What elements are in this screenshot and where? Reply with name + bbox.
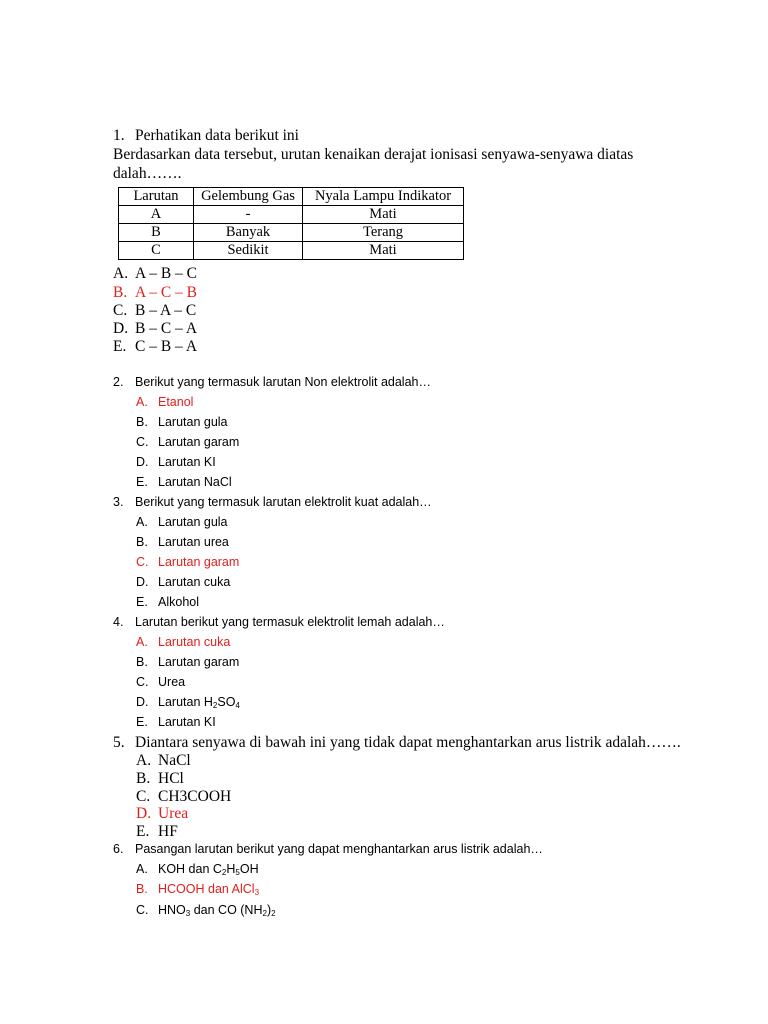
table-header: Gelembung Gas: [194, 188, 303, 206]
question-3: 3. Berikut yang termasuk larutan elektrolit kuat adalah…: [113, 495, 432, 509]
option-b[interactable]: B. HCl: [136, 770, 184, 787]
question-1-text-cont: dalah…….: [113, 165, 182, 182]
question-1-text: Berdasarkan data tersebut, urutan kenaikan derajat ionisasi senyawa-senyawa diatas: [113, 146, 634, 163]
table-header: Larutan: [119, 188, 194, 206]
option-e[interactable]: E. HF: [136, 823, 178, 840]
option-e[interactable]: E. C – B – A: [113, 338, 198, 355]
option-a[interactable]: A. KOH dan $C_2H_5OH$: [136, 862, 259, 877]
table-row: [119, 242, 464, 260]
table-cell: Banyak: [194, 224, 303, 242]
table-header: Nyala Lampu Indikator: [303, 188, 464, 206]
option-a[interactable]: A. NaCl: [136, 752, 191, 769]
option-b-answer[interactable]: B. A – C – B: [113, 284, 198, 301]
option-d[interactable]: D. Larutan KI: [136, 455, 216, 469]
table-cell: B: [119, 224, 194, 242]
table-row: [119, 224, 464, 242]
question-6: 6. Pasangan larutan berikut yang dapat menghantarkan arus listrik adalah…: [113, 842, 543, 856]
table-cell: Mati: [303, 242, 464, 260]
table-cell: C: [119, 242, 194, 260]
option-c[interactable]: C. Urea: [136, 675, 186, 689]
option-a-answer[interactable]: A. Larutan cuka: [136, 635, 231, 649]
option-c[interactable]: C. CH3COOH: [136, 788, 232, 805]
table-cell: Terang: [303, 224, 464, 242]
option-d[interactable]: D. Larutan $H_2SO_4$: [136, 695, 240, 710]
option-b-answer[interactable]: B. HCOOH dan AlCl$_3$: [136, 882, 260, 897]
table-header-row: [119, 188, 464, 206]
question-4: 4. Larutan berikut yang termasuk elektrolit lemah adalah…: [113, 615, 445, 629]
question-5: 5. Diantara senyawa di bawah ini yang tidak dapat menghantarkan arus listrik adalah…….: [113, 734, 681, 751]
option-c-answer[interactable]: C. Larutan garam: [136, 555, 240, 569]
data-table: [118, 187, 464, 260]
table-row: [119, 206, 464, 224]
question-1: [113, 126, 673, 183]
table-cell: -: [194, 206, 303, 224]
option-c[interactable]: C. $HNO_3$ dan CO $(NH_2)_2$: [136, 903, 276, 918]
option-e[interactable]: E. Alkohol: [136, 595, 199, 609]
question-2: 2. Berikut yang termasuk larutan Non elektrolit adalah…: [113, 375, 431, 389]
option-b[interactable]: B. Larutan gula: [136, 415, 228, 429]
option-b[interactable]: B. Larutan garam: [136, 655, 240, 669]
option-d[interactable]: D. B – C – A: [113, 320, 198, 337]
option-c[interactable]: C. Larutan garam: [136, 435, 240, 449]
question-1-title: 1. Perhatikan data berikut ini: [113, 127, 299, 144]
option-a[interactable]: A. A – B – C: [113, 265, 198, 282]
option-d-answer[interactable]: D. Urea: [136, 805, 189, 822]
option-d[interactable]: D. Larutan cuka: [136, 575, 231, 589]
option-c[interactable]: C. B – A – C: [113, 302, 197, 319]
option-a[interactable]: A. Larutan gula: [136, 515, 228, 529]
option-a-answer[interactable]: A. Etanol: [136, 395, 194, 409]
table-cell: Mati: [303, 206, 464, 224]
table-cell: Sedikit: [194, 242, 303, 260]
option-e[interactable]: E. Larutan KI: [136, 715, 216, 729]
option-b[interactable]: B. Larutan urea: [136, 535, 229, 549]
table-cell: A: [119, 206, 194, 224]
option-e[interactable]: E. Larutan NaCl: [136, 475, 232, 489]
